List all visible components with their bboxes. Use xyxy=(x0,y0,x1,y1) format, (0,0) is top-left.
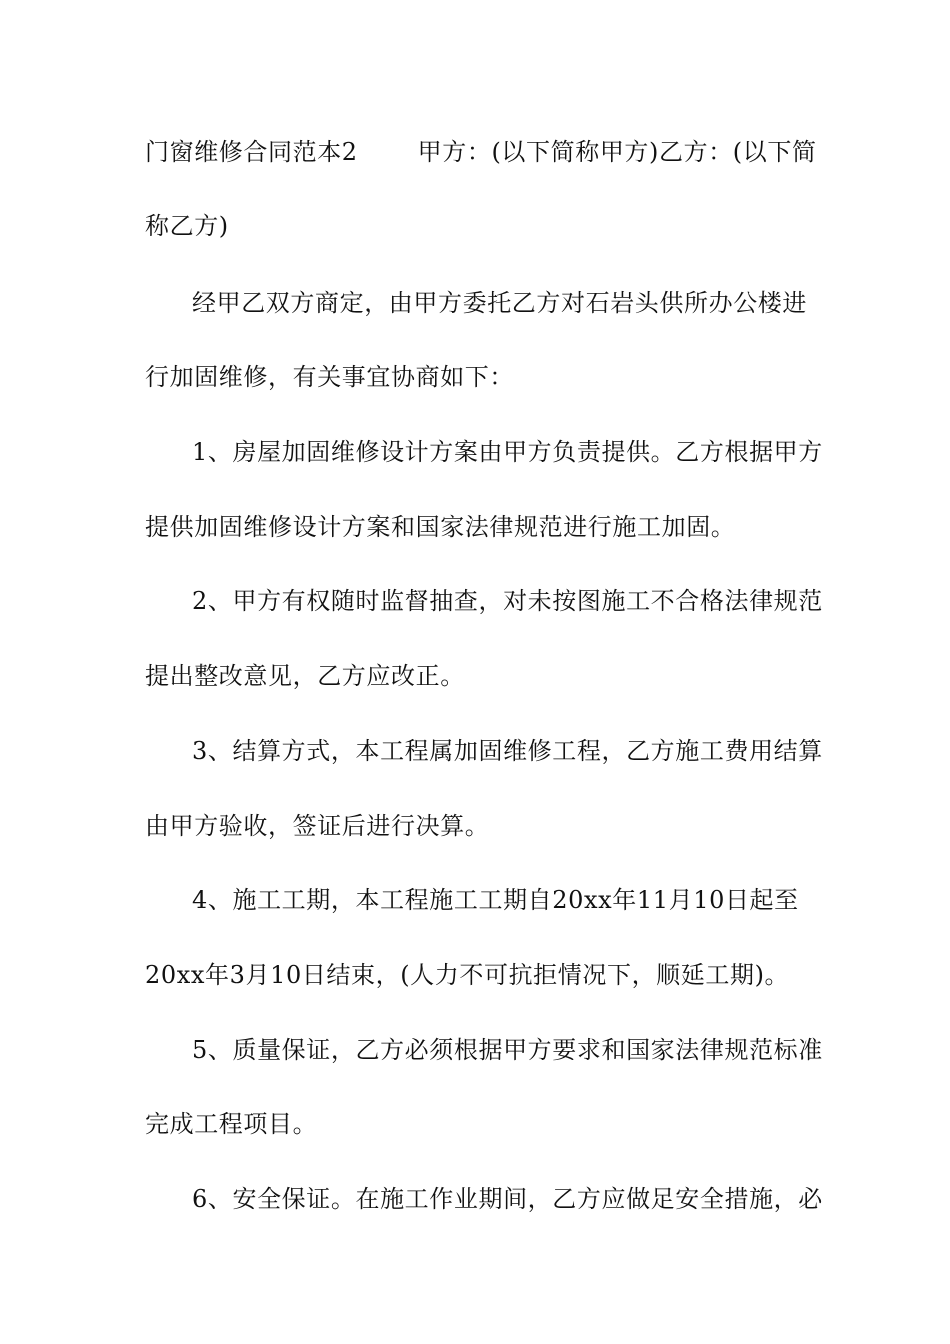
paragraph-intro: 经甲乙双方商定，由甲方委托乙方对石岩头供所办公楼进 xyxy=(192,289,807,317)
clause-3: 3、结算方式，本工程属加固维修工程，乙方施工费用结算 xyxy=(192,737,823,765)
title-line xyxy=(145,136,825,168)
body-line: 提出整改意见，乙方应改正。 xyxy=(145,662,465,690)
body-line: 提供加固维修设计方案和国家法律规范进行施工加固。 xyxy=(145,513,736,541)
document-title: 门窗维修合同范本2 xyxy=(145,138,358,166)
body-line: 完成工程项目。 xyxy=(145,1110,318,1138)
clause-4: 4、施工工期，本工程施工工期自20xx年11月10日起至 xyxy=(192,886,799,914)
clause-5: 5、质量保证，乙方必须根据甲方要求和国家法律规范标准 xyxy=(192,1036,823,1064)
clause-6: 6、安全保证。在施工作业期间，乙方应做足安全措施，必 xyxy=(192,1185,823,1213)
clause-2: 2、甲方有权随时监督抽查，对未按图施工不合格法律规范 xyxy=(192,587,823,615)
body-line: 称乙方) xyxy=(145,212,229,240)
parties-text: 甲方：(以下简称甲方)乙方：(以下简 xyxy=(417,138,817,166)
body-line: 20xx年3月10日结束，(人力不可抗拒情况下，顺延工期)。 xyxy=(145,961,790,989)
body-line: 行加固维修，有关事宜协商如下： xyxy=(145,363,514,391)
body-line: 由甲方验收，签证后进行决算。 xyxy=(145,812,490,840)
clause-1: 1、房屋加固维修设计方案由甲方负责提供。乙方根据甲方 xyxy=(192,438,823,466)
